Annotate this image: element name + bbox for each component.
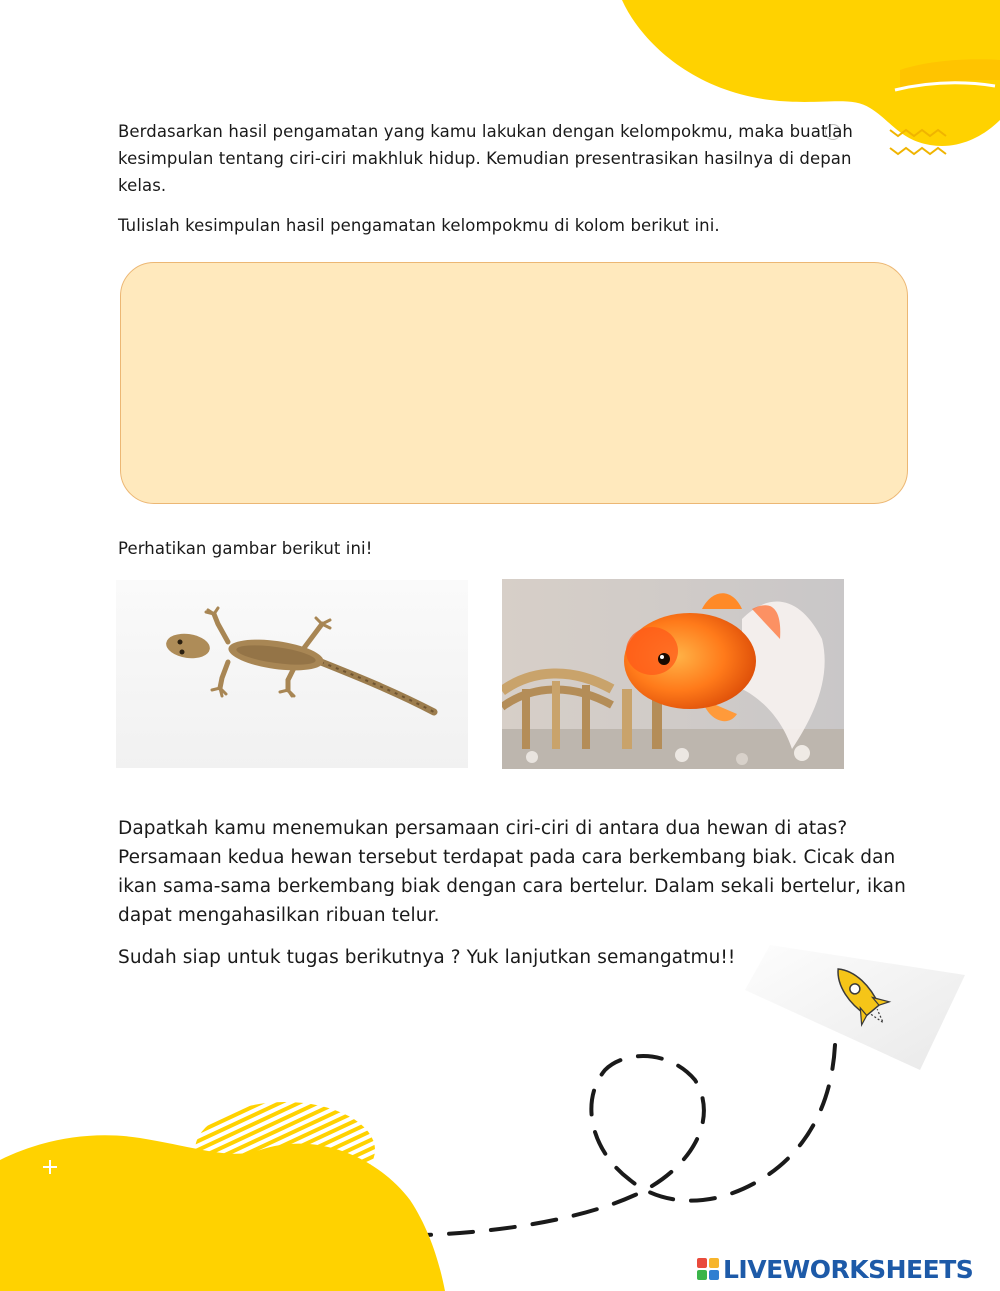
discussion-line-2: Persamaan kedua hewan tersebut terdapat pada cara berkembang biak. Cicak dan (118, 847, 896, 868)
image-prompt: Perhatikan gambar berikut ini! (118, 539, 373, 558)
discussion-line-1: Dapatkah kamu menemukan persamaan ciri-ciri di antara dua hewan di atas? (118, 818, 848, 839)
intro-line-2: kesimpulan tentang ciri-ciri makhluk hidup. Kemudian presentrasikan hasilnya di depan (118, 149, 852, 168)
intro-line-3: kelas. (118, 176, 167, 195)
discussion-line-3: ikan sama-sama berkembang biak dengan cara bertelur. Dalam sekali bertelur, ikan (118, 876, 906, 897)
answer-input[interactable] (121, 263, 907, 503)
discussion-line-4: dapat mengahasilkan ribuan telur. (118, 905, 440, 926)
decorative-blob-bottom-left (0, 1090, 480, 1291)
dashed-flight-path (420, 1040, 840, 1250)
goldfish-image (502, 579, 844, 769)
brand-name: LIVEWORKSHEETS (723, 1254, 974, 1284)
logo-squares-icon (697, 1258, 719, 1280)
instruction-text: Tulislah kesimpulan hasil pengamatan kelompokmu di kolom berikut ini. (118, 216, 720, 235)
closing-text: Sudah siap untuk tugas berikutnya ? Yuk lanjutkan semangatmu!! (118, 947, 736, 968)
liveworksheets-logo (697, 1254, 973, 1284)
intro-line-1: Berdasarkan hasil pengamatan yang kamu lakukan dengan kelompokmu, maka buatlah (118, 122, 853, 141)
answer-box[interactable] (120, 262, 908, 504)
gecko-image (116, 580, 468, 768)
